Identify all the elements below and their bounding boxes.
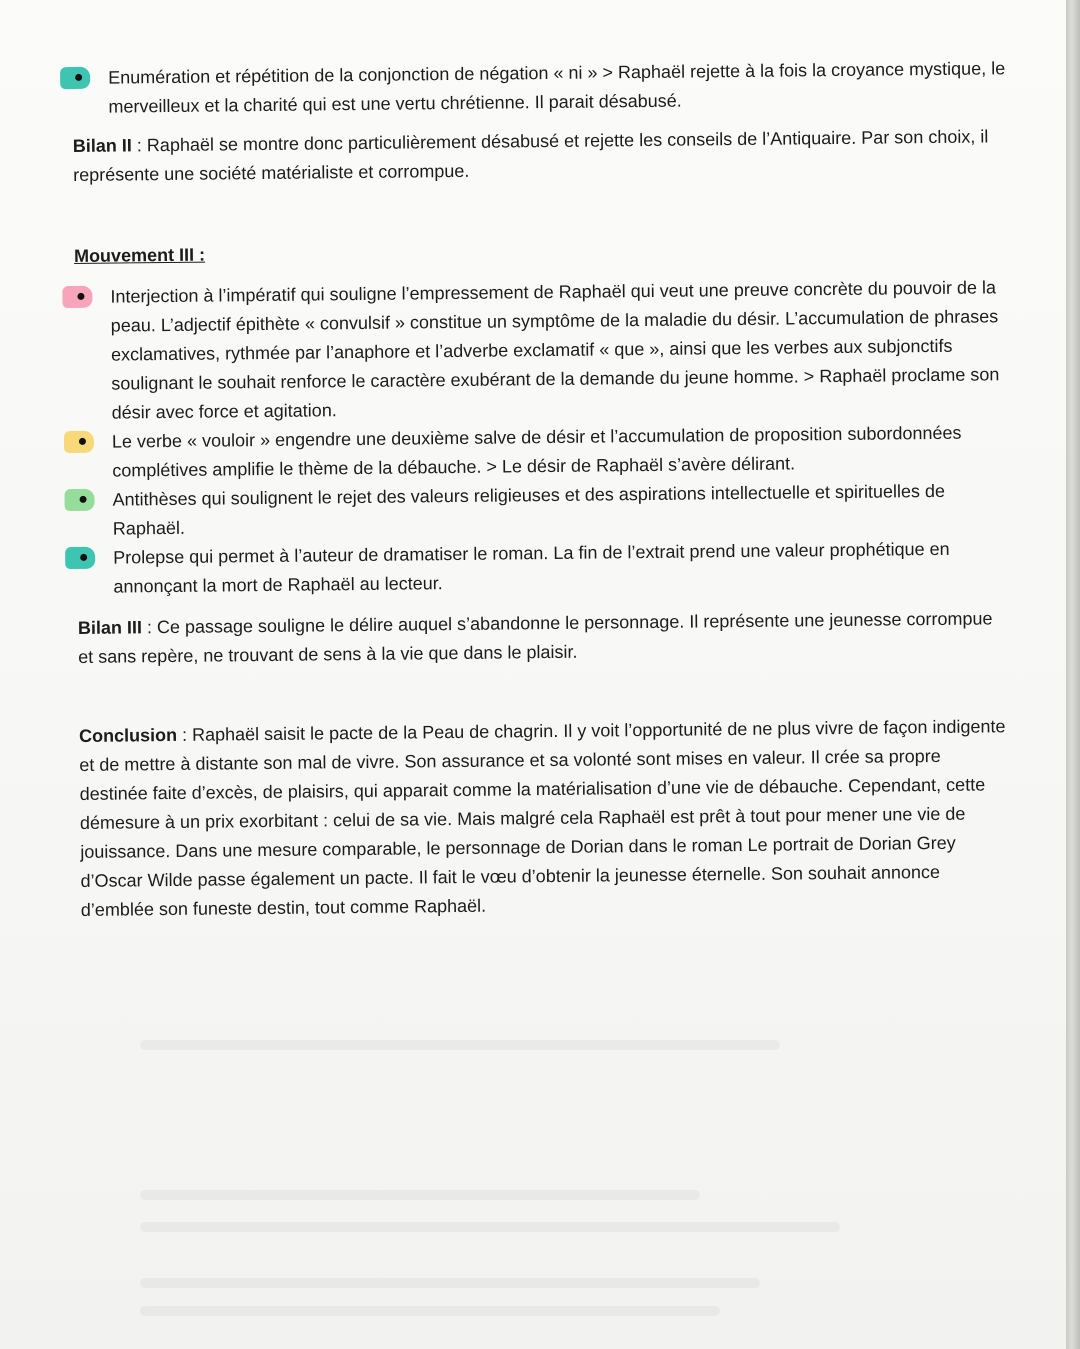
conclusion-text: : Raphaël saisit le pacte de la Peau de chagrin. Il y voit l’opportunité de ne plus vivre de façon indigente et de mettre à distante son mal de vivre. Son assurance et sa volonté sont mises en valeur. Il crée sa propre destinée faite d’excès, de plaisirs, qui apparait comme la matérialisation d’une vie de débauche. Cependant, cette démesure à un prix exorbitant : celui de sa vie. Mais malgré cela Raphaël est prêt à tout pour mener une vie de jouissance. Dans une mesure comparable, le personnage de Dorian dans le roman Le portrait de Dorian Grey d’Oscar Wilde passe également un pacte. Il fait le vœu d’obtenir la jeunesse éternelle. Son souhait annonce d’emblée son funeste destin, tout comme Raphaël. — [79, 716, 1006, 920]
show-through-line — [140, 1306, 720, 1316]
bilan-2-paragraph — [73, 122, 1008, 190]
bilan-3-text: : Ce passage souligne le délire auquel s’abandonne le personnage. Il représente une jeunesse corrompue et sans repère, ne trouvant de sens à la vie que dans le plaisir. — [78, 608, 993, 667]
green-highlight-marker-icon — [64, 489, 94, 511]
bullet-dot-icon — [80, 496, 87, 503]
bullet-item — [72, 54, 1007, 122]
yellow-highlight-marker-icon — [64, 431, 94, 453]
bullet-item — [76, 476, 1011, 544]
show-through-line — [140, 1222, 840, 1232]
show-through-line — [140, 1190, 700, 1200]
bullet-dot-icon — [75, 74, 82, 81]
bullet-item — [76, 418, 1011, 486]
show-through-line — [140, 1278, 760, 1288]
page-edge — [1066, 0, 1080, 1349]
conclusion-paragraph — [79, 712, 1015, 925]
bullet-item — [74, 273, 1009, 428]
bilan-3-label: Bilan III — [77, 617, 143, 638]
bullet-text: Interjection à l’impératif qui souligne l’empressement de Raphaël qui veut une preuve concrète du pouvoir de la peau. L’adjectif épithète « convulsif » constitue un symptôme de la maladie du désir. L’accumulation de phrases exclamatives, rythmée par l’anaphore et l’adverbe exclamatif « que », ainsi que les verbes aux subjonctifs soulignant le souhait renforce le caractère exubérant de la demande du jeune homme. > Raphaël proclame son désir avec force et agitation. — [110, 277, 1000, 423]
bilan-2-text: : Raphaël se montre donc particulièrement désabusé et rejette les conseils de l’Antiquaire. Par son choix, il représente une société matérialiste et corrompue. — [73, 126, 989, 185]
pink-highlight-marker-icon — [62, 286, 92, 308]
bullet-dot-icon — [79, 438, 86, 445]
mouvement-3-heading-text: Mouvement III — [73, 244, 195, 266]
bullet-text: Antithèses qui soulignent le rejet des valeurs religieuses et des aspirations intellectuelle et spirituelles de Raphaël. — [112, 480, 946, 539]
bullet-item — [77, 534, 1012, 602]
bullet-text: Enumération et répétition de la conjonction de négation « ni » > Raphaël rejette à la fois la croyance mystique, le merveilleux et la charité qui est une vertu chrétienne. Il parait désabusé. — [108, 58, 1006, 117]
bilan-3-paragraph — [78, 604, 1013, 672]
teal-highlight-marker-icon — [65, 547, 95, 569]
conclusion-label: Conclusion — [78, 724, 178, 746]
bullet-dot-icon — [80, 554, 87, 561]
bullet-dot-icon — [77, 293, 84, 300]
mouvement-3-heading-suffix: : — [193, 244, 206, 265]
mouvement-3-heading — [74, 232, 1008, 271]
bullet-text: Le verbe « vouloir » engendre une deuxième salve de désir et l’accumulation de proposition subordonnées complétives amplifie le thème de la débauche. > Le désir de Raphaël s’avère délirant. — [111, 422, 962, 481]
bilan-2-label: Bilan II — [72, 135, 132, 156]
teal-highlight-marker-icon — [60, 67, 90, 89]
bullet-text: Prolepse qui permet à l’auteur de dramatiser le roman. La fin de l’extrait prend une valeur prophétique en annonçant la mort de Raphaël au lecteur. — [113, 538, 950, 597]
show-through-line — [140, 1040, 780, 1050]
document-content — [72, 54, 1015, 925]
